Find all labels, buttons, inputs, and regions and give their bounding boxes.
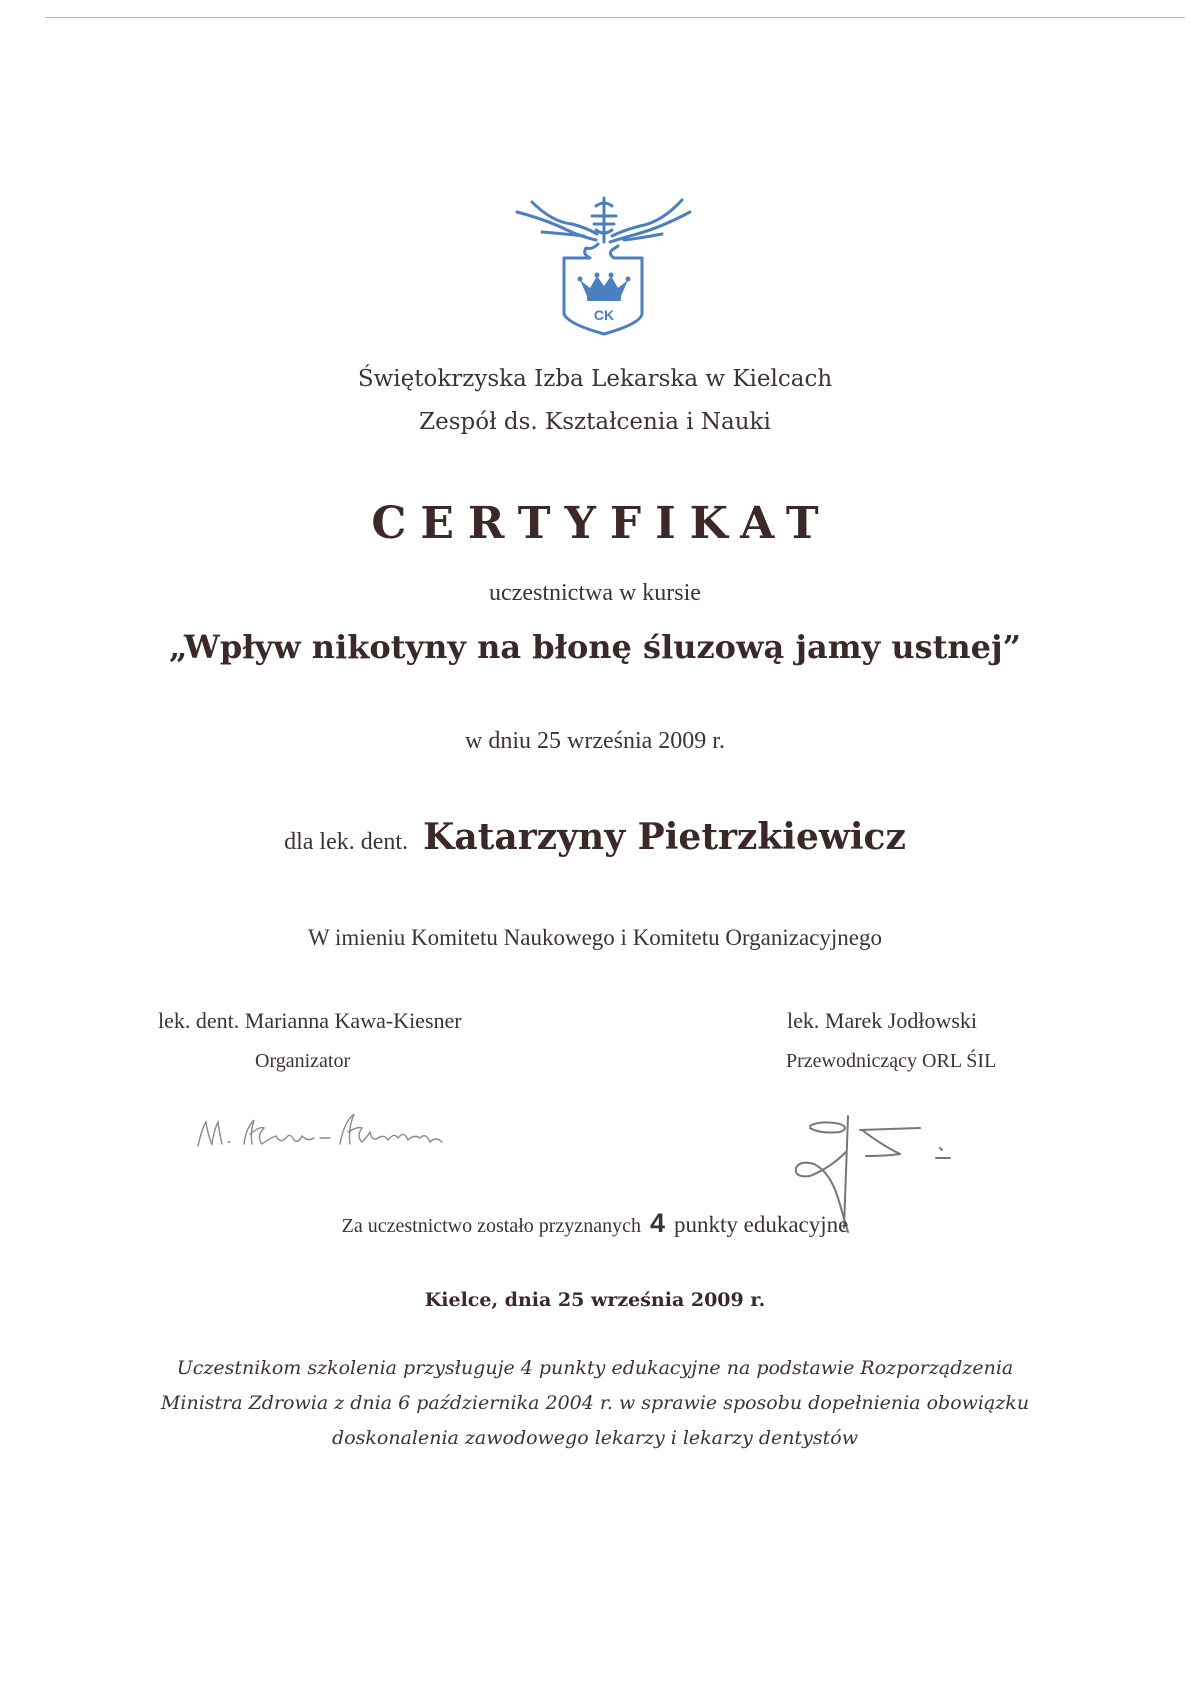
scan-edge-line [45, 17, 1185, 18]
points-awarded-line [0, 1208, 1190, 1239]
legal-note-line-1: Uczestnikom szkolenia przysługuje 4 punkty edukacyjne na podstawie Rozporządzenia [176, 1357, 1014, 1379]
recipient-line [0, 816, 1190, 858]
on-behalf-line: W imieniu Komitetu Naukowego i Komitetu Organizacyjnego [307, 925, 883, 950]
course-title: „Wpływ nikotyny na błonę śluzową jamy ustnej” [169, 628, 1021, 666]
signatory-2-role: Przewodniczący ORL ŚIL [786, 1050, 997, 1072]
chamber-logo [512, 192, 692, 337]
place-and-date: Kielce, dnia 25 września 2009 r. [424, 1289, 766, 1311]
signatory-1-name: lek. dent. Marianna Kawa-Kiesner [158, 1008, 462, 1033]
certificate-title [0, 498, 1190, 549]
signatory-2-name: lek. Marek Jodłowski [787, 1008, 978, 1033]
signature-1 [190, 1108, 470, 1158]
signatory-1-role: Organizator [255, 1050, 351, 1072]
points-prefix: Za uczestnictwo zostało przyznanych [341, 1215, 641, 1237]
certificate-subtitle: uczestnictwa w kursie [489, 580, 701, 606]
legal-note-line-3: doskonalenia zawodowego lekarzy i lekarzy dentystów [332, 1427, 858, 1449]
certificate-title-text: CERTYFIKAT [371, 498, 833, 549]
team-name: Zespół ds. Kształcenia i Nauki [419, 409, 771, 435]
recipient-name: Katarzyny Pietrzkiewicz [423, 816, 906, 858]
legal-note-line-2: Ministra Zdrowia z dnia 6 października 2004 r. w sprawie sposobu dopełnienia obowiązku [160, 1392, 1030, 1414]
course-date: w dniu 25 września 2009 r. [465, 728, 725, 754]
points-suffix: punkty edukacyjne [673, 1212, 849, 1237]
organization-name: Świętokrzyska Izba Lekarska w Kielcach [357, 366, 833, 392]
points-value: 4 [649, 1208, 665, 1238]
logo-monogram: CK [593, 307, 615, 323]
crown-icon [578, 273, 631, 302]
recipient-prefix: dla lek. dent. [284, 829, 409, 855]
